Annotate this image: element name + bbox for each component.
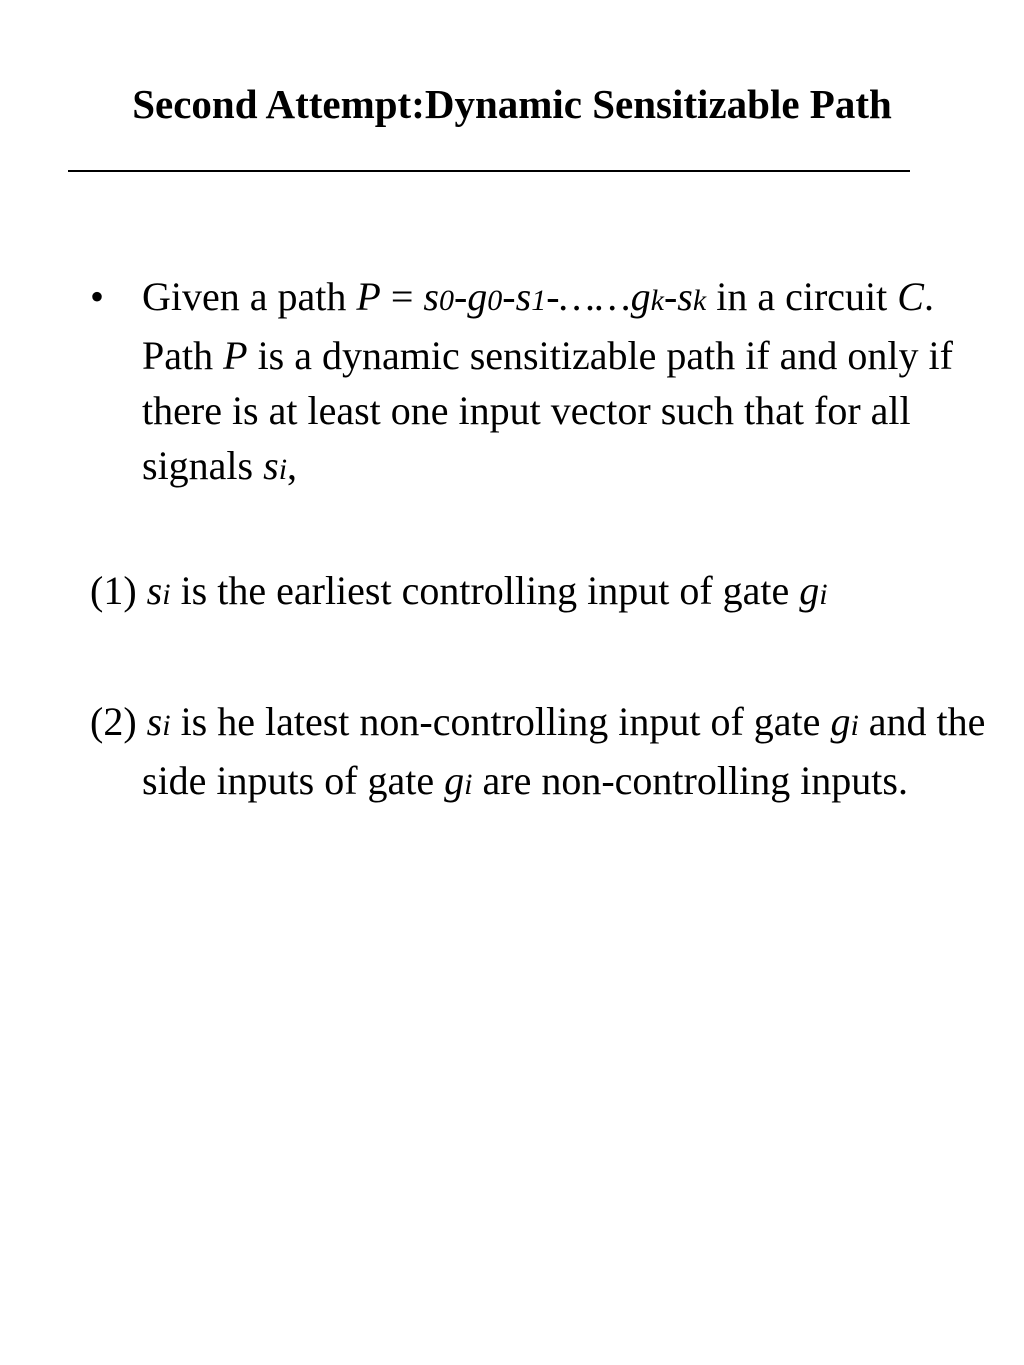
cond2-signal-index: i [162, 709, 171, 742]
signal-s0-index: 0 [438, 284, 454, 317]
cond2-body-3: are non-controlling inputs. [472, 758, 908, 803]
definition-bullet [90, 269, 990, 497]
signal-si-index: i [278, 453, 288, 486]
gate-gk-index: k [650, 284, 664, 317]
cond2-gate2-base: g [444, 758, 465, 803]
slide-title: Second Attempt:Dynamic Sensitizable Path [132, 81, 892, 127]
path-symbol: P [356, 274, 381, 319]
cond1-signal-si [147, 568, 171, 613]
condition-2 [90, 694, 990, 812]
cond2-gate1-base: g [830, 699, 851, 744]
condition-1 [90, 563, 990, 622]
signal-s0 [423, 274, 706, 319]
path-text: . Path [142, 274, 934, 378]
cond2-body-2: and the side inputs of gate [142, 699, 986, 803]
condition-1-number: (1) [90, 568, 147, 613]
condition-2-number: (2) [90, 699, 147, 744]
cond2-signal-base: s [146, 699, 163, 744]
cond2-gate-gi-1 [830, 699, 858, 744]
condition-1-text [90, 563, 990, 622]
cond1-gate-gi [799, 568, 827, 613]
dash-2: - [502, 274, 516, 319]
equals-text: = [380, 274, 424, 319]
dash-3: - [663, 274, 678, 319]
definition-text [142, 269, 990, 497]
signal-sk-index: k [692, 284, 707, 317]
cond1-signal-index: i [162, 578, 171, 611]
signal-s1-index: 1 [531, 284, 547, 317]
cond2-gate-gi-2 [444, 758, 472, 803]
comma: , [287, 443, 298, 488]
path-symbol-2: P [223, 333, 248, 378]
signal-s1-base: s [515, 274, 532, 319]
signal-s0-base: s [423, 274, 439, 319]
cond2-signal-si [147, 699, 171, 744]
cond1-gate-base: g [799, 568, 820, 613]
title-divider [68, 170, 910, 172]
in-circuit-text: in a circuit [706, 274, 898, 319]
condition-2-text [90, 694, 990, 812]
signal-si-base: s [263, 443, 279, 488]
definition-rest: is a dynamic sensitizable path if and only if there is at least one input vector such that for all signals [142, 333, 953, 488]
signal-si [263, 443, 287, 488]
signal-sk-base: s [677, 274, 693, 319]
bullet-marker: • [90, 274, 105, 319]
cond2-body-1: is he latest non-controlling input of gate [170, 699, 831, 744]
gate-g0-base: g [467, 274, 488, 319]
ellipsis-gk: -……g [546, 274, 651, 319]
circuit-symbol: C [897, 274, 924, 319]
dash-1: - [453, 274, 468, 319]
gate-g0-index: 0 [487, 284, 503, 317]
cond1-gate-index: i [819, 578, 828, 611]
cond1-body: is the earliest controlling input of gate [170, 568, 800, 613]
cond2-gate2-index: i [464, 768, 473, 801]
cond1-signal-base: s [146, 568, 163, 613]
lead-text: Given a path [142, 274, 357, 319]
cond2-gate1-index: i [850, 709, 859, 742]
